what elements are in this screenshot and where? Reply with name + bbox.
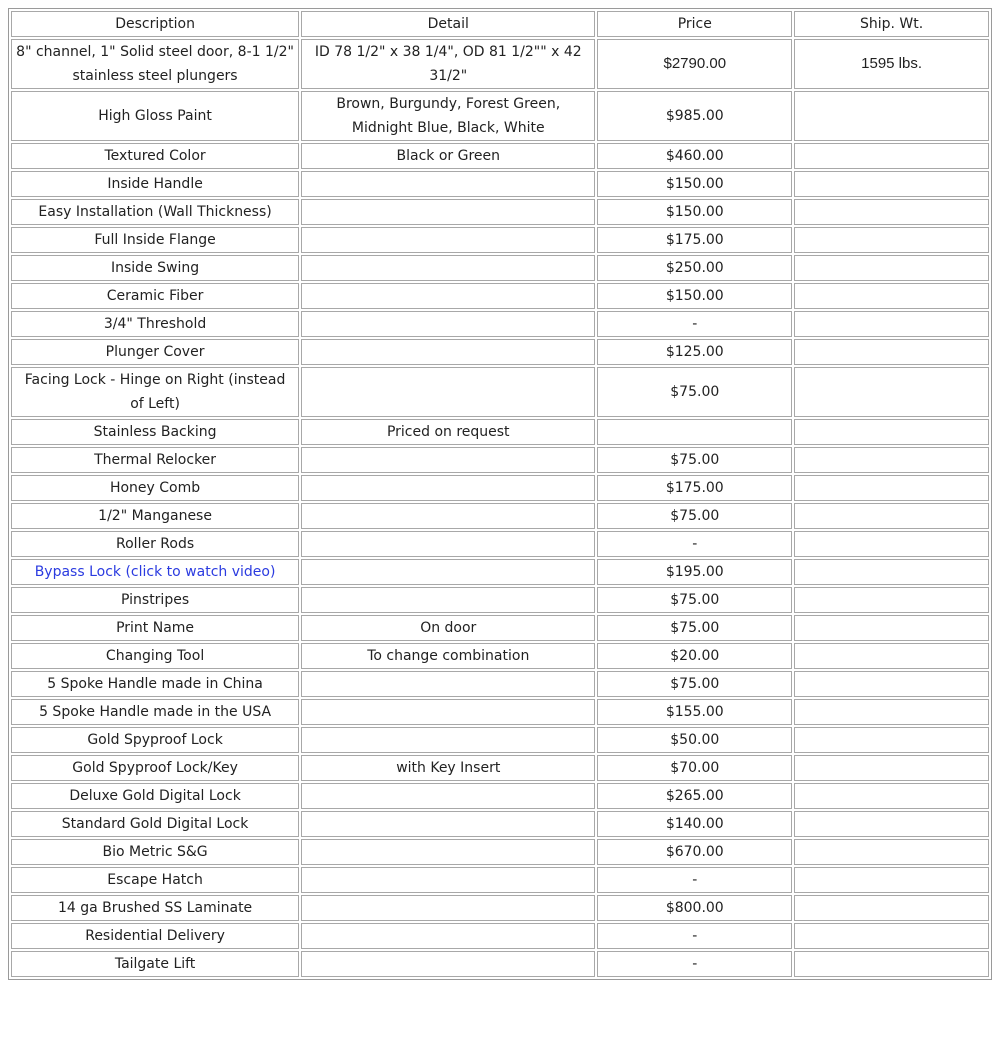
cell-ship-wt xyxy=(794,199,989,225)
table-row xyxy=(11,171,989,197)
table-row xyxy=(11,367,989,417)
header-price: Price xyxy=(597,11,792,37)
table-row xyxy=(11,811,989,837)
table-row xyxy=(11,699,989,725)
cell-ship-wt xyxy=(794,91,989,141)
table-row xyxy=(11,475,989,501)
table-row xyxy=(11,559,989,585)
cell-description: Gold Spyproof Lock xyxy=(11,727,299,753)
cell-price: $195.00 xyxy=(597,559,792,585)
cell-price: $75.00 xyxy=(597,671,792,697)
cell-description: Textured Color xyxy=(11,143,299,169)
cell-detail xyxy=(301,587,595,613)
cell-description: Ceramic Fiber xyxy=(11,283,299,309)
cell-detail xyxy=(301,255,595,281)
cell-price: $70.00 xyxy=(597,755,792,781)
cell-price: $175.00 xyxy=(597,227,792,253)
cell-price: $265.00 xyxy=(597,783,792,809)
cell-ship-wt xyxy=(794,367,989,417)
cell-description: Easy Installation (Wall Thickness) xyxy=(11,199,299,225)
cell-description: Tailgate Lift xyxy=(11,951,299,977)
table-row xyxy=(11,755,989,781)
cell-detail xyxy=(301,475,595,501)
cell-ship-wt xyxy=(794,503,989,529)
table-row xyxy=(11,255,989,281)
bypass-lock-video-link[interactable]: Bypass Lock (click to watch video) xyxy=(34,564,276,580)
cell-ship-wt xyxy=(794,643,989,669)
cell-ship-wt xyxy=(794,283,989,309)
cell-price: $50.00 xyxy=(597,727,792,753)
cell-price: $140.00 xyxy=(597,811,792,837)
cell-description: 8" channel, 1" Solid steel door, 8-1 1/2" stainless steel plungers xyxy=(11,39,299,89)
cell-price: $125.00 xyxy=(597,339,792,365)
cell-ship-wt xyxy=(794,447,989,473)
cell-description: Full Inside Flange xyxy=(11,227,299,253)
cell-detail xyxy=(301,839,595,865)
cell-description: Thermal Relocker xyxy=(11,447,299,473)
cell-ship-wt xyxy=(794,615,989,641)
cell-description: 3/4" Threshold xyxy=(11,311,299,337)
header-ship-wt: Ship. Wt. xyxy=(794,11,989,37)
cell-price: $155.00 xyxy=(597,699,792,725)
cell-ship-wt xyxy=(794,311,989,337)
cell-detail xyxy=(301,227,595,253)
header-detail: Detail xyxy=(301,11,595,37)
table-row xyxy=(11,143,989,169)
cell-ship-wt xyxy=(794,923,989,949)
cell-detail xyxy=(301,867,595,893)
cell-description: High Gloss Paint xyxy=(11,91,299,141)
table-row xyxy=(11,783,989,809)
cell-detail xyxy=(301,699,595,725)
cell-description: Honey Comb xyxy=(11,475,299,501)
cell-description: 1/2" Manganese xyxy=(11,503,299,529)
cell-ship-wt xyxy=(794,559,989,585)
cell-detail xyxy=(301,531,595,557)
table-row xyxy=(11,923,989,949)
cell-price: - xyxy=(597,867,792,893)
cell-ship-wt: 1595 lbs. xyxy=(794,39,989,89)
cell-description: Stainless Backing xyxy=(11,419,299,445)
table-row xyxy=(11,283,989,309)
cell-ship-wt xyxy=(794,531,989,557)
cell-ship-wt xyxy=(794,783,989,809)
cell-description: Gold Spyproof Lock/Key xyxy=(11,755,299,781)
cell-description: Escape Hatch xyxy=(11,867,299,893)
cell-description: Residential Delivery xyxy=(11,923,299,949)
table-row xyxy=(11,587,989,613)
cell-detail xyxy=(301,311,595,337)
cell-ship-wt xyxy=(794,171,989,197)
cell-ship-wt xyxy=(794,255,989,281)
cell-price: - xyxy=(597,951,792,977)
cell-description: Bio Metric S&G xyxy=(11,839,299,865)
cell-price: $800.00 xyxy=(597,895,792,921)
table-row xyxy=(11,671,989,697)
cell-detail: Brown, Burgundy, Forest Green, Midnight Blue, Black, White xyxy=(301,91,595,141)
table-row xyxy=(11,727,989,753)
table-row xyxy=(11,311,989,337)
cell-detail xyxy=(301,283,595,309)
cell-price: $75.00 xyxy=(597,367,792,417)
cell-detail xyxy=(301,783,595,809)
cell-detail: Priced on request xyxy=(301,419,595,445)
cell-description: Standard Gold Digital Lock xyxy=(11,811,299,837)
header-row xyxy=(11,11,989,37)
cell-ship-wt xyxy=(794,339,989,365)
table-row xyxy=(11,895,989,921)
table-row xyxy=(11,643,989,669)
cell-detail xyxy=(301,727,595,753)
table-row xyxy=(11,447,989,473)
cell-detail: To change combination xyxy=(301,643,595,669)
cell-detail xyxy=(301,503,595,529)
cell-description: Print Name xyxy=(11,615,299,641)
table-row xyxy=(11,419,989,445)
cell-price: $670.00 xyxy=(597,839,792,865)
cell-ship-wt xyxy=(794,143,989,169)
cell-price: $175.00 xyxy=(597,475,792,501)
cell-price: $150.00 xyxy=(597,199,792,225)
cell-price: - xyxy=(597,531,792,557)
cell-ship-wt xyxy=(794,419,989,445)
cell-ship-wt xyxy=(794,699,989,725)
cell-detail: with Key Insert xyxy=(301,755,595,781)
cell-price: $985.00 xyxy=(597,91,792,141)
table-row xyxy=(11,839,989,865)
cell-price: - xyxy=(597,923,792,949)
cell-detail: ID 78 1/2" x 38 1/4", OD 81 1/2"" x 42 31/2" xyxy=(301,39,595,89)
cell-detail xyxy=(301,367,595,417)
cell-price: $20.00 xyxy=(597,643,792,669)
cell-price: $75.00 xyxy=(597,587,792,613)
cell-detail xyxy=(301,895,595,921)
table-row xyxy=(11,951,989,977)
cell-description xyxy=(11,559,299,585)
cell-description: 5 Spoke Handle made in the USA xyxy=(11,699,299,725)
cell-detail: On door xyxy=(301,615,595,641)
cell-description: Pinstripes xyxy=(11,587,299,613)
cell-ship-wt xyxy=(794,671,989,697)
cell-ship-wt xyxy=(794,727,989,753)
cell-price: $75.00 xyxy=(597,447,792,473)
cell-ship-wt xyxy=(794,587,989,613)
cell-price: $250.00 xyxy=(597,255,792,281)
header-description: Description xyxy=(11,11,299,37)
table-row xyxy=(11,91,989,141)
cell-ship-wt xyxy=(794,227,989,253)
table-row xyxy=(11,227,989,253)
cell-detail xyxy=(301,923,595,949)
cell-description: Deluxe Gold Digital Lock xyxy=(11,783,299,809)
table-row xyxy=(11,615,989,641)
cell-detail xyxy=(301,951,595,977)
cell-description: 5 Spoke Handle made in China xyxy=(11,671,299,697)
cell-price: $150.00 xyxy=(597,171,792,197)
cell-ship-wt xyxy=(794,867,989,893)
cell-detail xyxy=(301,447,595,473)
cell-detail xyxy=(301,339,595,365)
table-row xyxy=(11,339,989,365)
cell-detail xyxy=(301,171,595,197)
cell-ship-wt xyxy=(794,895,989,921)
cell-detail xyxy=(301,671,595,697)
cell-price: $75.00 xyxy=(597,615,792,641)
cell-detail: Black or Green xyxy=(301,143,595,169)
cell-price: $150.00 xyxy=(597,283,792,309)
cell-description: Inside Handle xyxy=(11,171,299,197)
table-row xyxy=(11,531,989,557)
cell-price: - xyxy=(597,311,792,337)
table-row xyxy=(11,199,989,225)
table-row xyxy=(11,39,989,89)
price-table xyxy=(8,8,992,980)
cell-price xyxy=(597,419,792,445)
cell-description: Roller Rods xyxy=(11,531,299,557)
cell-price: $460.00 xyxy=(597,143,792,169)
cell-detail xyxy=(301,559,595,585)
cell-description: Facing Lock - Hinge on Right (instead of Left) xyxy=(11,367,299,417)
cell-description: Inside Swing xyxy=(11,255,299,281)
cell-detail xyxy=(301,811,595,837)
cell-price: $2790.00 xyxy=(597,39,792,89)
table-row xyxy=(11,503,989,529)
cell-description: Changing Tool xyxy=(11,643,299,669)
cell-detail xyxy=(301,199,595,225)
cell-description: 14 ga Brushed SS Laminate xyxy=(11,895,299,921)
cell-ship-wt xyxy=(794,475,989,501)
cell-description: Plunger Cover xyxy=(11,339,299,365)
cell-ship-wt xyxy=(794,951,989,977)
cell-ship-wt xyxy=(794,839,989,865)
cell-ship-wt xyxy=(794,811,989,837)
table-row xyxy=(11,867,989,893)
cell-price: $75.00 xyxy=(597,503,792,529)
cell-ship-wt xyxy=(794,755,989,781)
